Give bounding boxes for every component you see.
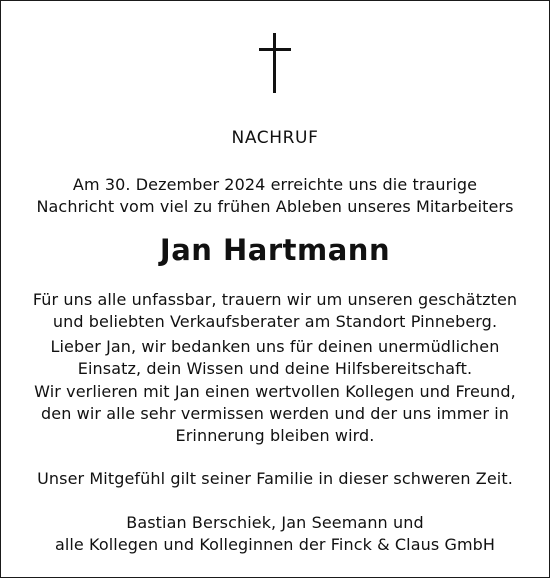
signature-line-1: Bastian Berschiek, Jan Seemann und: [126, 513, 424, 532]
paragraph1-line-1: Für uns alle unfassbar, trauern wir um unseren geschätzten: [32, 290, 518, 309]
cross-icon: [259, 33, 291, 93]
notice-heading: NACHRUF: [231, 128, 319, 148]
intro-line-1: Am 30. Dezember 2024 erreichte uns die traurige: [72, 175, 478, 194]
paragraph3-line-1: Wir verlieren mit Jan einen wertvollen Kollegen und Freund,: [34, 382, 516, 401]
paragraph2-line-1: Lieber Jan, wir bedanken uns für deinen unermüdlichen: [50, 337, 500, 356]
paragraph3-line-2: den wir alle sehr vermissen werden und der uns immer in: [41, 404, 509, 423]
condolence-line: Unser Mitgefühl gilt seiner Familie in dieser schweren Zeit.: [37, 469, 513, 488]
deceased-name: Jan Hartmann: [159, 233, 391, 267]
signature-line-2: alle Kollegen und Kolleginnen der Finck & Claus GmbH: [54, 535, 496, 554]
paragraph1-line-2: und beliebten Verkaufsberater am Standort Pinneberg.: [52, 312, 498, 331]
intro-line-2: Nachricht vom viel zu frühen Ableben unseres Mitarbeiters: [36, 197, 514, 216]
paragraph2-line-2: Einsatz, dein Wissen und deine Hilfsbereitschaft.: [77, 359, 473, 378]
paragraph3-line-3: Erinnerung bleiben wird.: [175, 426, 375, 445]
